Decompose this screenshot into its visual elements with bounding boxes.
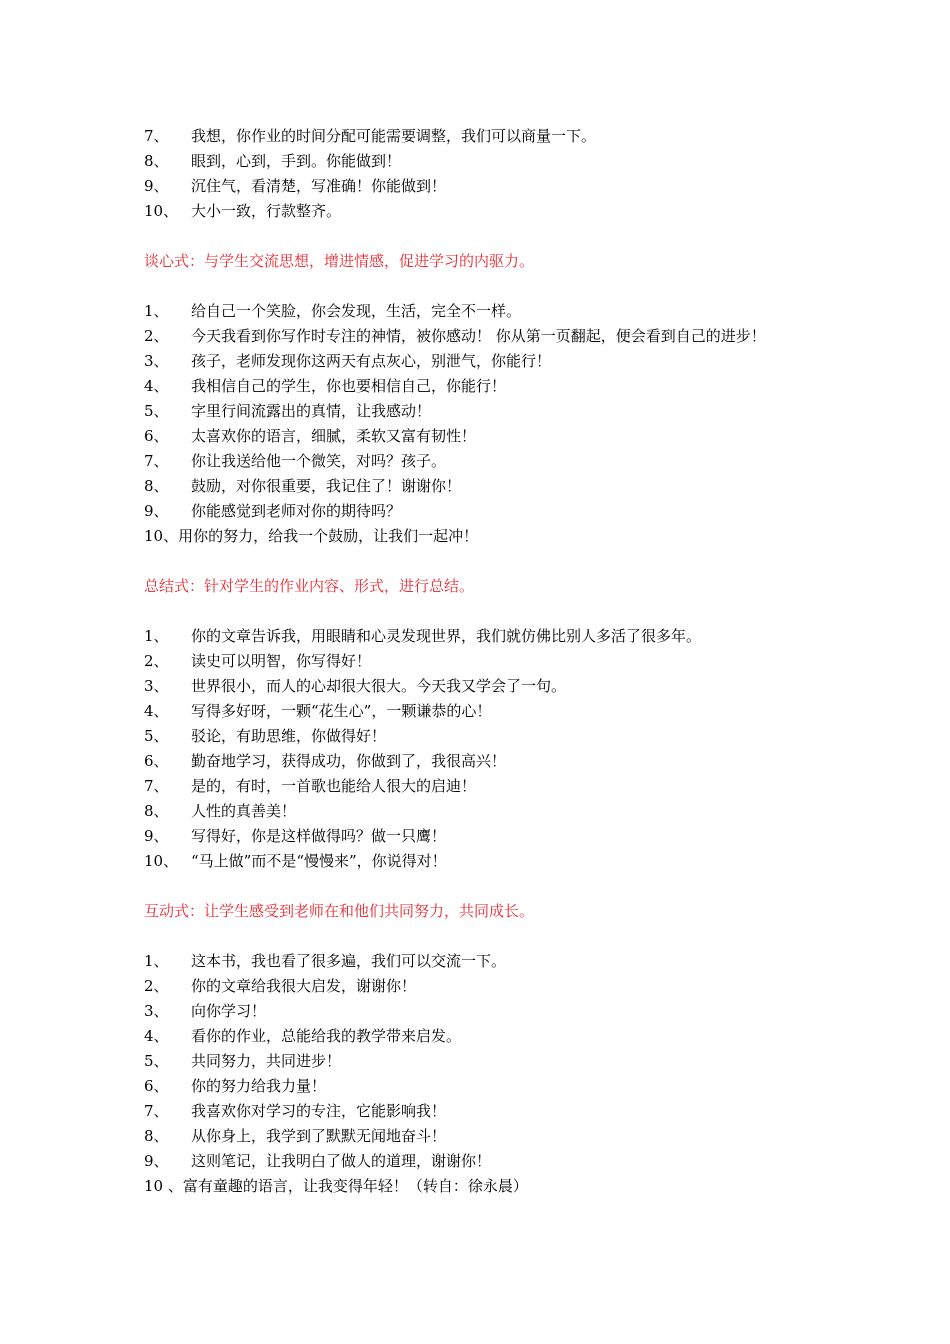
item-number: 1、: [144, 627, 169, 645]
list-item: [144, 749, 844, 774]
item-number: 7、: [144, 1102, 169, 1120]
item-text: 沉住气，看清楚，写准确！你能做到！: [191, 177, 447, 195]
document-body: [144, 124, 844, 1199]
list-item: [144, 524, 844, 549]
item-text: 共同努力，共同进步！: [191, 1052, 342, 1070]
list-item: [144, 399, 844, 424]
item-number: 5、: [144, 727, 169, 745]
section-heading: 总结式：针对学生的作业内容、形式，进行总结。: [144, 577, 475, 595]
list-item: [144, 624, 844, 649]
list-item: [144, 499, 844, 524]
item-number: 3、: [144, 677, 169, 695]
item-text: 你能感觉到老师对你的期待吗？: [191, 502, 402, 520]
spacer: [144, 549, 844, 574]
item-number: 6、: [144, 752, 169, 770]
item-number: 6、: [144, 427, 169, 445]
item-number: 1、: [144, 302, 169, 320]
item-text: 给自己一个笑脸，你会发现，生活，完全不一样。: [191, 302, 522, 320]
item-number: 8、: [144, 1127, 169, 1145]
intro-list: [144, 124, 844, 224]
section-heading: 互动式：让学生感受到老师在和他们共同努力，共同成长。: [144, 902, 535, 920]
list-item: [144, 849, 844, 874]
item-number: 8、: [144, 802, 169, 820]
item-number: 9、: [144, 502, 169, 520]
spacer: [144, 599, 844, 624]
list-item: [144, 774, 844, 799]
section-list: [144, 949, 844, 1199]
item-number: 10 、: [144, 1177, 183, 1195]
item-text: 写得多好呀，一颗“花生心”，一颗谦恭的心！: [191, 702, 492, 720]
item-text: 我相信自己的学生，你也要相信自己，你能行！: [191, 377, 507, 395]
list-item: [144, 1174, 844, 1199]
item-number: 6、: [144, 1077, 169, 1095]
item-text: 用你的努力，给我一个鼓励，让我们一起冲！: [178, 527, 479, 545]
item-text: 我喜欢你对学习的专注，它能影响我！: [191, 1102, 447, 1120]
item-number: 2、: [144, 977, 169, 995]
list-item: [144, 824, 844, 849]
item-number: 5、: [144, 1052, 169, 1070]
item-text: 看你的作业，总能给我的教学带来启发。: [191, 1027, 462, 1045]
item-number: 4、: [144, 1027, 169, 1045]
item-number: 5、: [144, 402, 169, 420]
item-number: 7、: [144, 127, 169, 145]
item-text: 鼓励，对你很重要，我记住了！谢谢你！: [191, 477, 462, 495]
item-number: 2、: [144, 652, 169, 670]
list-item: [144, 1124, 844, 1149]
list-item: [144, 699, 844, 724]
item-text: 你的文章告诉我，用眼睛和心灵发现世界，我们就仿佛比别人多活了很多年。: [191, 627, 702, 645]
item-text: 从你身上，我学到了默默无闻地奋斗！: [191, 1127, 447, 1145]
item-number: 9、: [144, 827, 169, 845]
item-text: 世界很小，而人的心却很大很大。今天我又学会了一句。: [191, 677, 567, 695]
item-number: 9、: [144, 1152, 169, 1170]
list-item: [144, 474, 844, 499]
item-text: 你的努力给我力量！: [191, 1077, 327, 1095]
list-item: [144, 174, 844, 199]
item-text: 是的，有时，一首歌也能给人很大的启迪！: [191, 777, 477, 795]
spacer: [144, 924, 844, 949]
list-item: [144, 324, 844, 349]
item-text: 勤奋地学习，获得成功，你做到了，我很高兴！: [191, 752, 507, 770]
list-item: [144, 199, 844, 224]
item-number: 10、: [144, 527, 179, 545]
section-heading: 谈心式：与学生交流思想，增进情感，促进学习的内驱力。: [144, 252, 535, 270]
item-number: 3、: [144, 352, 169, 370]
item-text: 你让我送给他一个微笑，对吗？孩子。: [191, 452, 447, 470]
list-item: [144, 1074, 844, 1099]
list-item: [144, 724, 844, 749]
list-item: [144, 1149, 844, 1174]
item-text: 太喜欢你的语言，细腻，柔软又富有韧性！: [191, 427, 477, 445]
item-number: 2、: [144, 327, 169, 345]
list-item: [144, 299, 844, 324]
list-item: [144, 124, 844, 149]
section-list: [144, 624, 844, 874]
item-text: 我想，你作业的时间分配可能需要调整，我们可以商量一下。: [191, 127, 597, 145]
list-item: [144, 949, 844, 974]
item-number: 4、: [144, 702, 169, 720]
spacer: [144, 224, 844, 249]
item-text: 人性的真善美！: [191, 802, 297, 820]
list-item: [144, 799, 844, 824]
sections-container: [144, 224, 844, 1199]
item-number: 8、: [144, 477, 169, 495]
spacer: [144, 274, 844, 299]
spacer: [144, 874, 844, 899]
item-text: 驳论，有助思维，你做得好！: [191, 727, 387, 745]
list-item: [144, 649, 844, 674]
item-number: 10、: [144, 852, 179, 870]
item-number: 8、: [144, 152, 169, 170]
list-item: [144, 149, 844, 174]
list-item: [144, 449, 844, 474]
item-text: 眼到，心到，手到。你能做到！: [191, 152, 402, 170]
item-text: 写得好，你是这样做得吗？做一只鹰！: [191, 827, 447, 845]
list-item: [144, 374, 844, 399]
list-item: [144, 999, 844, 1024]
item-text: 向你学习！: [191, 1002, 267, 1020]
item-number: 1、: [144, 952, 169, 970]
item-number: 4、: [144, 377, 169, 395]
list-item: [144, 1099, 844, 1124]
list-item: [144, 974, 844, 999]
item-text: 孩子，老师发现你这两天有点灰心，别泄气，你能行！: [191, 352, 552, 370]
item-number: 10、: [144, 202, 179, 220]
section-list: [144, 299, 844, 549]
item-text: “马上做”而不是“慢慢来”，你说得对！: [191, 852, 447, 870]
list-item: [144, 1049, 844, 1074]
item-number: 3、: [144, 1002, 169, 1020]
list-item: [144, 674, 844, 699]
item-number: 7、: [144, 777, 169, 795]
item-number: 9、: [144, 177, 169, 195]
list-item: [144, 1024, 844, 1049]
item-text: 读史可以明智，你写得好！: [191, 652, 372, 670]
list-item: [144, 424, 844, 449]
item-text: 大小一致，行款整齐。: [191, 202, 342, 220]
item-text: 这则笔记，让我明白了做人的道理，谢谢你！: [191, 1152, 492, 1170]
item-text: 你的文章给我很大启发，谢谢你！: [191, 977, 417, 995]
item-number: 7、: [144, 452, 169, 470]
item-text: 今天我看到你写作时专注的神情，被你感动！ 你从第一页翻起，便会看到自己的进步！: [191, 327, 766, 345]
item-text: 这本书，我也看了很多遍，我们可以交流一下。: [191, 952, 507, 970]
item-text: 字里行间流露出的真情，让我感动！: [191, 402, 432, 420]
list-item: [144, 349, 844, 374]
item-text: 富有童趣的语言，让我变得年轻！（转自：徐永晨）: [182, 1177, 528, 1195]
